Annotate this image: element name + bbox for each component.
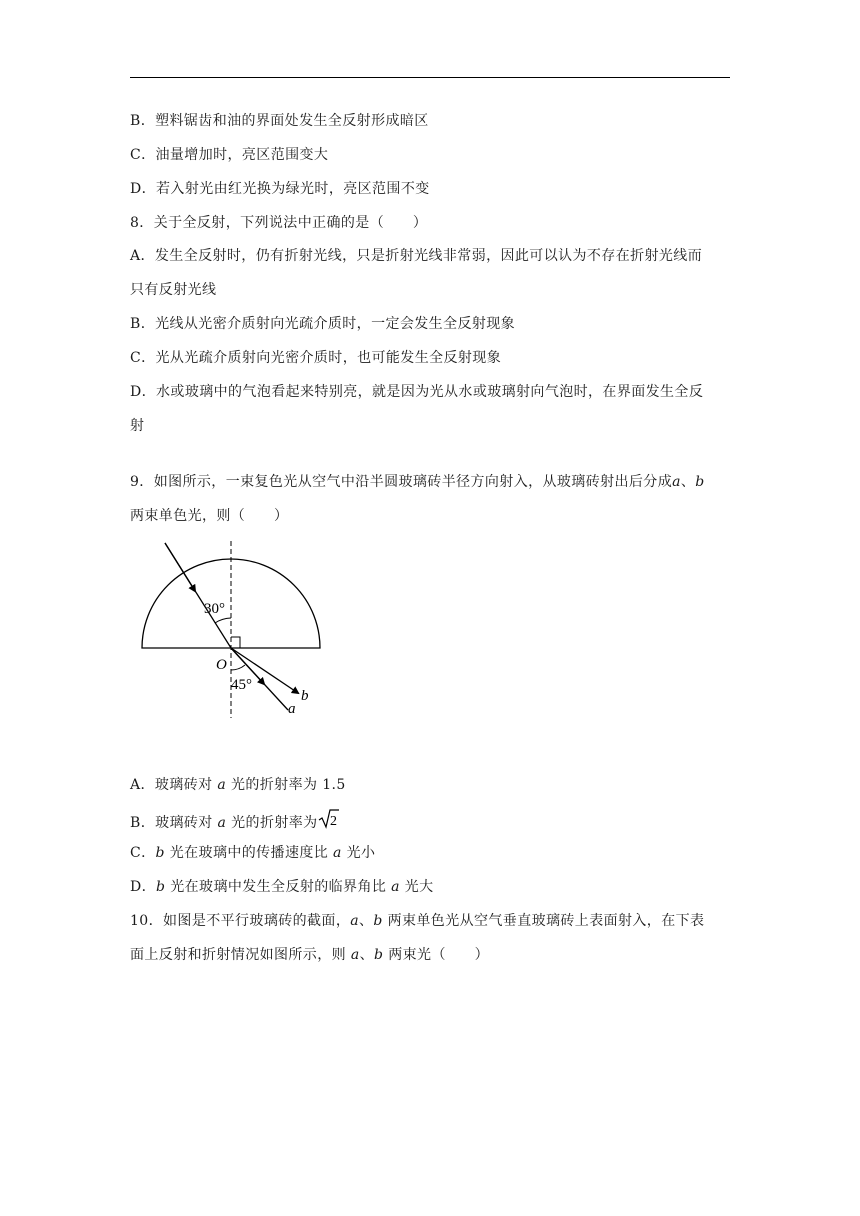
angle-label-bottom: 45°	[231, 677, 252, 693]
q9-b-var: a	[217, 815, 227, 831]
q9-stem-var-b: b	[695, 474, 705, 490]
q7-option-c: C．油量增加时，亮区范围变大	[130, 147, 329, 163]
q9-c-pre: C．	[130, 845, 156, 861]
q8-option-d-line2: 射	[130, 418, 145, 434]
q10-l1-pre: 10．如图是不平行玻璃砖的截面，	[130, 913, 351, 929]
q9-option-c	[130, 843, 730, 863]
angle-label-top: 30°	[204, 601, 225, 617]
q9-stem-sep: 、	[680, 474, 696, 490]
q9-d-mid: 光在玻璃中发生全反射的临界角比	[165, 879, 392, 895]
q10-stem-line1	[130, 911, 730, 931]
q9-b-pre: B．玻璃砖对	[130, 815, 218, 831]
q10-stem-line2	[130, 945, 730, 965]
q7-option-d: D．若入射光由红光换为绿光时，亮区范围不变	[130, 181, 430, 197]
q8-option-b: B．光线从光密介质射向光疏介质时，一定会发生全反射现象	[130, 316, 516, 332]
q10-l2-b: b	[374, 947, 384, 963]
q9-d-pre: D．	[130, 879, 157, 895]
q8-stem: 8．关于全反射，下列说法中正确的是（ ）	[130, 215, 428, 231]
angle-arc-top	[215, 618, 231, 623]
q10-l1-post: 两束单色光从空气垂直玻璃砖上表面射入，在下表	[382, 913, 705, 929]
ray-a-label: a	[288, 701, 296, 717]
q9-c-var2: a	[333, 845, 342, 861]
q9-option-a	[130, 775, 730, 795]
q10-l1-b: b	[373, 913, 383, 929]
q9-b-post: 光的折射率为	[226, 815, 318, 831]
q9-stem-var-a: a	[672, 474, 681, 490]
q9-a-post: 光的折射率为 1.5	[226, 777, 346, 793]
q9-d-post: 光大	[399, 879, 434, 895]
q10-l2-pre: 面上反射和折射情况如图所示，则	[130, 947, 351, 963]
q8-option-a-line2: 只有反射光线	[130, 282, 217, 298]
angle-arc-bottom	[231, 665, 245, 670]
q8-option-a-line1: A．发生全反射时，仍有折射光线，只是折射光线非常弱，因此可以认为不存在折射光线而	[130, 248, 703, 264]
q10-l1-sep: 、	[358, 913, 374, 929]
q9-stem-line1	[130, 472, 730, 492]
q7-option-b: B．塑料锯齿和油的界面处发生全反射形成暗区	[130, 113, 429, 129]
q10-l1-a: a	[350, 913, 359, 929]
q9-stem-line2: 两束单色光，则（ ）	[130, 508, 289, 524]
origin-label: O	[216, 657, 227, 673]
sqrt-radicand: 2	[329, 814, 337, 829]
q9-a-pre: A．玻璃砖对	[130, 777, 218, 793]
q9-option-b	[130, 809, 730, 837]
q9-c-var1: b	[155, 845, 165, 861]
semicircle-refraction-figure	[138, 538, 338, 723]
semicircle-glass-brick	[142, 559, 320, 648]
q8-option-c: C．光从光疏介质射向光密介质时，也可能发生全反射现象	[130, 350, 502, 366]
sqrt-symbol	[318, 808, 340, 836]
q9-c-mid: 光在玻璃中的传播速度比	[164, 845, 333, 861]
q10-l2-post: 两束光（ ）	[383, 947, 490, 963]
ray-b-label: b	[301, 688, 309, 704]
q9-d-var1: b	[156, 879, 166, 895]
q10-l2-a: a	[350, 947, 360, 963]
q8-option-d-line1: D．水或玻璃中的气泡看起来特别亮，就是因为光从水或玻璃射向气泡时，在界面发生全反	[130, 384, 704, 400]
q9-stem-text: 9．如图所示，一束复色光从空气中沿半圆玻璃砖半径方向射入，从玻璃砖射出后分成	[130, 474, 673, 490]
q10-l2-sep: 、	[359, 947, 375, 963]
q9-option-d	[130, 877, 730, 897]
q9-d-var2: a	[391, 879, 400, 895]
right-angle-mark	[231, 637, 240, 648]
q9-a-var: a	[217, 777, 227, 793]
header-rule	[130, 77, 730, 78]
q9-c-post: 光小	[341, 845, 376, 861]
